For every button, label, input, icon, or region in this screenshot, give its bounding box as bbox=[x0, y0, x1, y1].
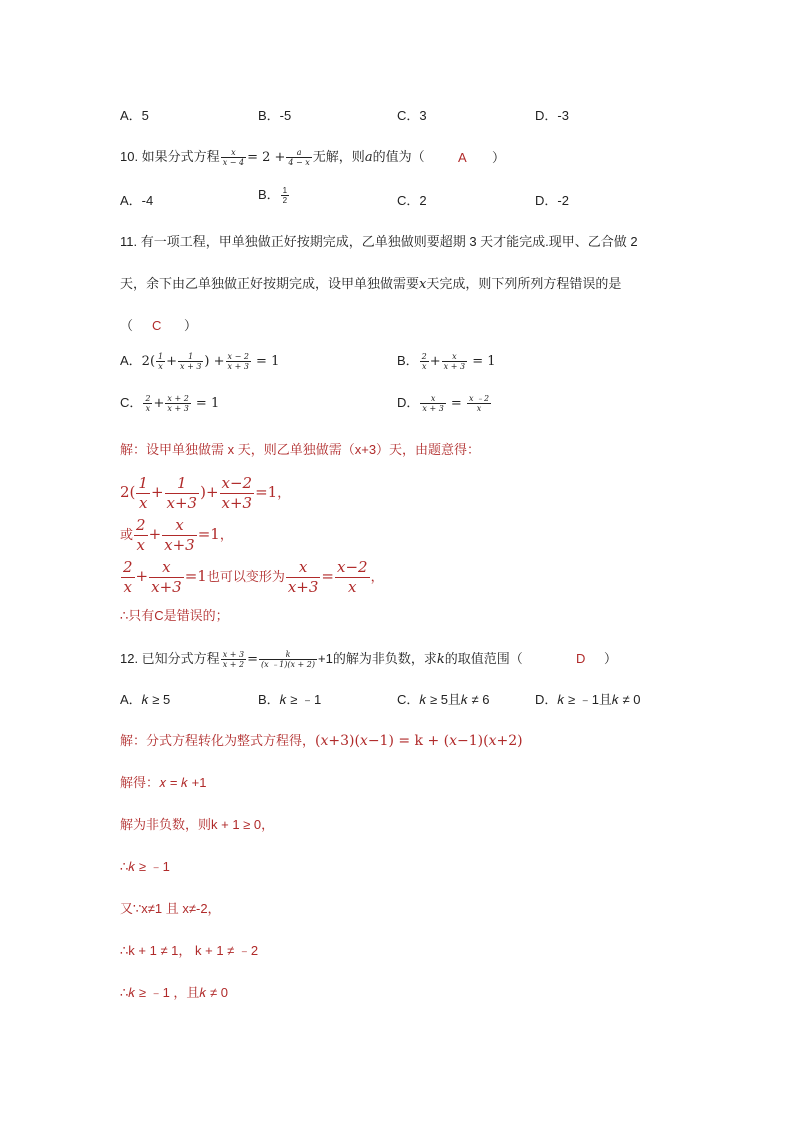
q10-prefix: 10. 如果分式方程 bbox=[120, 148, 220, 164]
q12-option-c: C．𝑘 ≥ 5且𝑘 ≠ 6 bbox=[397, 692, 490, 707]
q11-solution-conclusion: ∴只有C是错误的； bbox=[120, 608, 229, 623]
q11-solution-eq2: 或 $\frac{2}{x}$ + $\frac{x}{x+3}$ =1， bbox=[120, 516, 233, 554]
q9-option-b: B．-5 bbox=[258, 108, 292, 123]
q10-stem: 10. 如果分式方程 $\frac{x}{x - 4}$ = 2 + $\frac{a}{4 - x}$ 无解，则a的值为（ bbox=[120, 148, 425, 167]
q9-option-a: A．5 bbox=[120, 108, 149, 123]
q12-option-a: A．𝑘 ≥ 5 bbox=[120, 692, 171, 707]
q10-option-c: C．2 bbox=[397, 193, 427, 208]
q10-close-paren: ） bbox=[492, 150, 506, 165]
q11-solution-eq3: $\frac{2}{x}$ + $\frac{x}{x+3}$ =1也可以变形为 $\frac{x}{x+3}$ = $\frac{x-2}{x}$ ， bbox=[123, 558, 384, 596]
q11-option-c: C． $\frac{2}{x}$ + $\frac{x + 2}{x + 3}$ = 1 bbox=[120, 394, 220, 413]
q12-option-d: D．𝑘 ≥ ﹣1且𝑘 ≠ 0 bbox=[535, 692, 641, 707]
q12-solution-line4: ∴𝑘 ≥ ﹣1 bbox=[120, 859, 170, 874]
q12-solution-line5: 又∵x≠1 且 x≠-2， bbox=[120, 901, 221, 916]
q12-option-b: B．𝑘 ≥ ﹣1 bbox=[258, 692, 322, 707]
q11-open-paren: （ bbox=[120, 318, 134, 333]
q11-stem-line1: 11. 有一项工程，甲单独做正好按期完成，乙单独做则要超期 3 天才能完成.现甲、乙合做 2 bbox=[120, 234, 638, 249]
q9-option-d: D．-3 bbox=[535, 108, 569, 123]
q12-stem: 12. 已知分式方程 $\frac{x + 3}{x + 2}$ = $\frac{k}{(x ﹣1)(x + 2)}$ +1的解为非负数，求k的取值范围（ bbox=[120, 650, 523, 669]
q11-answer: C bbox=[152, 318, 162, 333]
q11-option-d: D． $\frac{x}{x + 3}$ = $\frac{x ﹣2}{x}$ bbox=[397, 394, 490, 413]
q10-answer: A bbox=[458, 150, 467, 165]
q12-solution-line3: 解为非负数，则k + 1 ≥ 0， bbox=[120, 817, 275, 832]
q11-close-paren: ） bbox=[184, 318, 198, 333]
q11-solution-eq1: 2( $\frac{1}{x}$ + $\frac{1}{x+3}$ )+ $\frac{x-2}{x+3}$ =1， bbox=[120, 474, 291, 512]
q12-solution-line1: 解：分式方程转化为整式方程得，(𝑥+3)(𝑥−1) = k + (𝑥−1)(𝑥+2) bbox=[120, 733, 523, 749]
q10-option-a: A．-4 bbox=[120, 193, 154, 208]
q12-solution-line7: ∴𝑘 ≥ ﹣1 ，且𝑘 ≠ 0 bbox=[120, 985, 228, 1000]
q12-close-paren: ） bbox=[604, 651, 618, 666]
q10-frac2: $\frac{a}{4 - x}$ bbox=[288, 148, 310, 167]
q11-option-a: A．2( $\frac{1}{x}$ + $\frac{1}{x + 3}$ ) + $\frac{x - 2}{x + 3}$ = 1 bbox=[120, 352, 280, 371]
q10-frac1: $\frac{x}{x - 4}$ bbox=[222, 148, 245, 167]
q9-option-c: C．3 bbox=[397, 108, 427, 123]
q10-option-b: B． $\frac{1}{2}$ bbox=[258, 186, 288, 205]
q10-option-d: D．-2 bbox=[535, 193, 569, 208]
q11-solution-intro: 解：设甲单独做需 x 天，则乙单独做需（x+3）天，由题意得： bbox=[120, 442, 481, 457]
q12-answer: D bbox=[576, 651, 586, 666]
q12-solution-line2: 解得：𝑥 = 𝑘 +1 bbox=[120, 775, 207, 790]
q11-option-b: B． $\frac{2}{x}$ + $\frac{x}{x + 3}$ = 1 bbox=[397, 352, 496, 371]
q12-solution-line6: ∴k + 1 ≠ 1， k + 1 ≠ ﹣2 bbox=[120, 943, 259, 958]
q11-stem-line2: 天，余下由乙单独做正好按期完成，设甲单独做需要x天完成，则下列所列方程错误的是 bbox=[120, 276, 622, 292]
